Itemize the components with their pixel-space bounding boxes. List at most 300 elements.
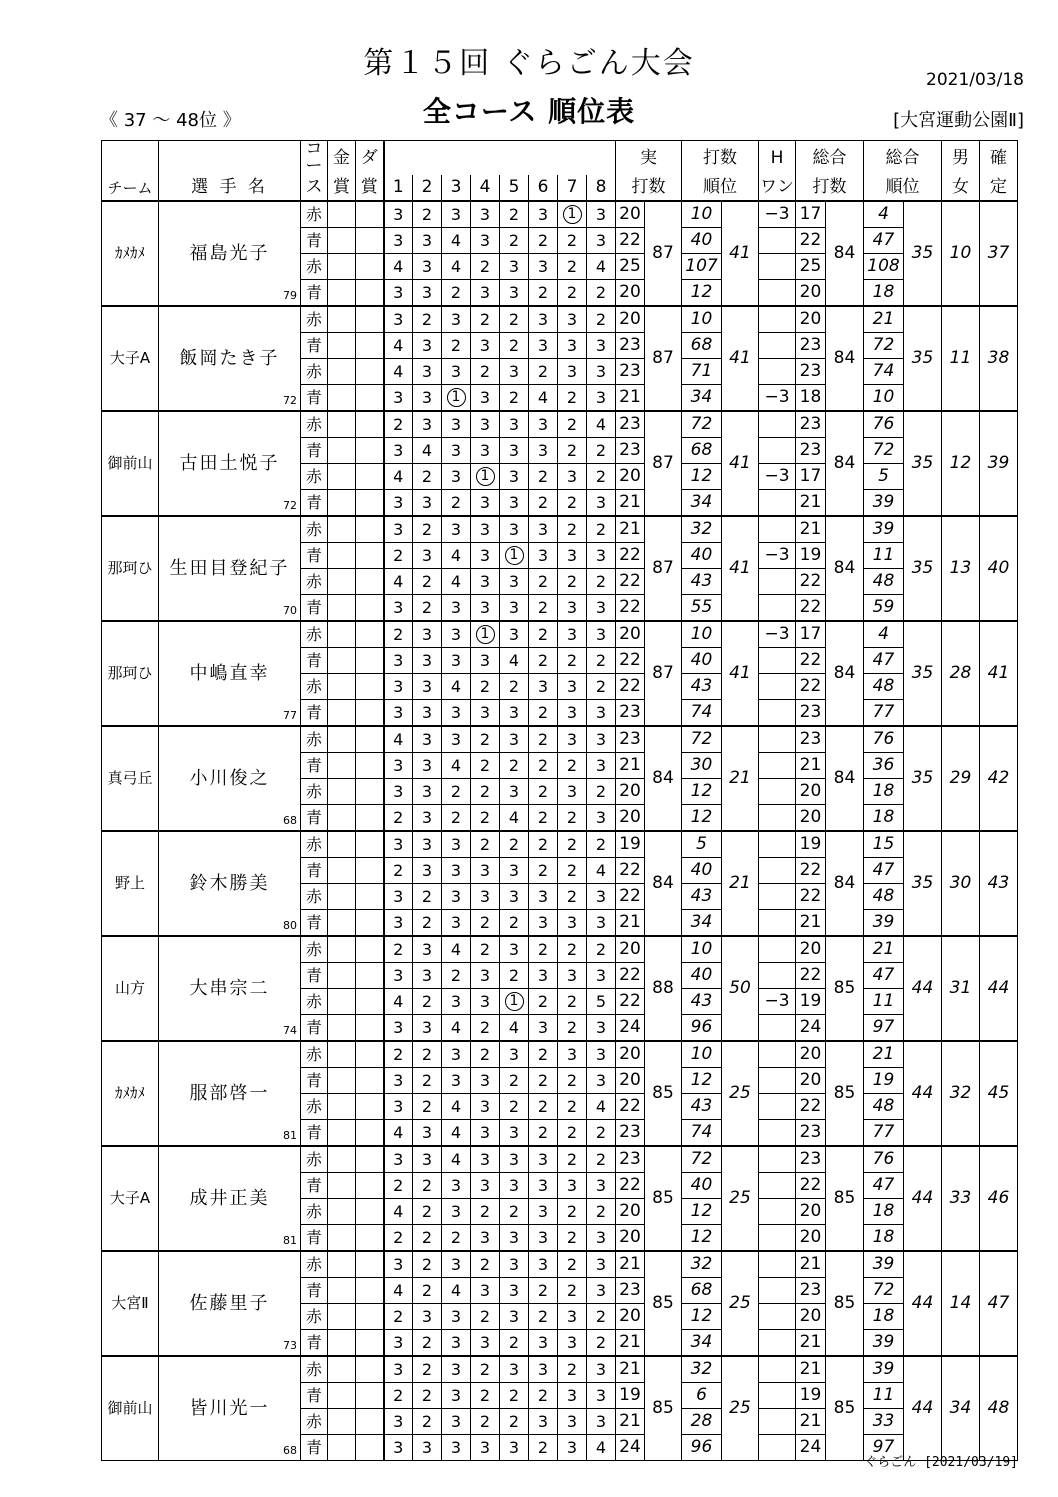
hole-value: 3 [508,1254,520,1274]
hole-score [587,1251,616,1278]
team-name: 大宮Ⅱ [102,1251,159,1356]
course-rank: 32 [682,1356,722,1383]
table-row [102,831,1018,858]
hole-value: 2 [537,571,549,591]
da-cell [356,1041,384,1068]
hole-value: 2 [537,1044,549,1064]
gold-cell [328,1120,356,1147]
hole-value: 2 [566,860,578,880]
hole-value: 2 [393,1385,404,1405]
hole-score [500,1041,529,1068]
gold-cell [328,1383,356,1409]
table-row [102,1041,1018,1068]
hole-score [384,805,413,832]
adjusted-sum: 22 [796,1094,826,1120]
hole-value: 3 [595,1175,607,1195]
hole-value: 2 [537,597,549,617]
hole-value: 3 [508,1359,520,1379]
hole-score [471,1120,500,1147]
hole-in-one-bonus [759,490,796,517]
col-overall-top: 総合 [864,141,942,176]
total-strokes: 85 [826,936,864,1041]
hole-score [471,1173,500,1199]
hole-value: 2 [421,991,433,1011]
course-rank: 6 [682,1383,722,1409]
course-rank: 40 [682,543,722,569]
player-name: 中嶋直幸 [189,662,270,684]
hole-score [558,254,587,280]
course-rank: 12 [682,805,722,832]
hole-value: 2 [479,729,491,749]
hole-value: 2 [421,1175,433,1195]
course-rank: 40 [682,858,722,884]
hole-score [529,884,558,910]
course-sum: 22 [616,569,645,595]
hole-score [413,674,442,700]
hole-value: 2 [537,834,549,854]
col-hole-7: 7 [558,175,587,201]
hole-value: 3 [537,1411,549,1431]
hole-score [500,411,529,438]
hole-score [500,936,529,963]
hole-value: 2 [508,965,520,985]
hole-value: 3 [450,519,462,539]
hole-score [558,543,587,569]
hole-value: 2 [537,650,549,670]
player-name: 福島光子 [189,242,270,264]
hole-score [413,569,442,595]
hole-value: 3 [450,1411,462,1431]
hole-value: 2 [595,1306,607,1326]
da-cell [356,1094,384,1120]
gold-cell [328,438,356,464]
player-name: 生田目登紀子 [169,557,290,579]
hole-score [384,411,413,438]
hole-score [558,1304,587,1330]
player-name: 古田土悦子 [179,452,280,474]
da-cell [356,936,384,963]
strokes-rank: 25 [722,1041,759,1146]
hole-in-one-bonus [759,1199,796,1225]
hole-value: 2 [393,624,404,644]
hole-score [558,333,587,359]
gold-cell [328,1356,356,1383]
hole-value: 3 [537,1332,549,1352]
hole-score [500,543,529,569]
hole-score [529,359,558,385]
hole-value: 2 [537,781,549,801]
course-label: 青 [301,963,328,989]
hole-value: 3 [393,282,404,302]
gold-cell [328,753,356,779]
hole-value: 2 [421,1385,433,1405]
hole-score [384,989,413,1015]
adjusted-rank: 18 [864,280,904,307]
hole-value: 3 [421,282,433,302]
hole-value: 3 [421,1017,433,1037]
hole-score [471,1199,500,1225]
hole-value: 2 [566,1149,578,1169]
hole-score [413,621,442,648]
hole-score [442,595,471,622]
hole-score [471,1409,500,1435]
hole-value: 3 [566,1437,578,1457]
da-cell [356,805,384,832]
col-hole-5: 5 [500,175,529,201]
hole-value: 2 [595,834,607,854]
hole-value: 2 [479,309,491,329]
hole-score [442,411,471,438]
hole-value: 3 [595,912,607,932]
adjusted-sum: 21 [796,910,826,937]
hole-value: 3 [421,545,433,565]
col-gold-bottom: 賞 [328,175,356,201]
hole-value: 2 [537,492,549,512]
hole-score [558,359,587,385]
hole-in-one-bonus [759,1120,796,1147]
course-label: 赤 [301,989,328,1015]
course-rank: 74 [682,1120,722,1147]
total-strokes: 84 [826,411,864,516]
hole-score [587,595,616,622]
hole-in-one-bonus [759,280,796,307]
final-rank: 39 [980,411,1018,516]
table-row [102,306,1018,333]
adjusted-sum: 19 [796,831,826,858]
hole-score [442,936,471,963]
hole-score [558,910,587,937]
hole-score [587,1146,616,1173]
course-sum: 20 [616,621,645,648]
team-name: 御前山 [102,411,159,516]
hole-score [587,333,616,359]
course-sum: 21 [616,1330,645,1357]
player-name-cell [159,516,301,621]
hole-value: 2 [421,1280,433,1300]
hole-score [471,201,500,228]
hole-value: 3 [393,781,404,801]
strokes-rank: 41 [722,201,759,306]
hole-score [384,333,413,359]
da-cell [356,516,384,543]
hole-value: 3 [450,886,462,906]
hole-score [413,1330,442,1357]
gender-rank: 32 [942,1041,980,1146]
hole-score [500,595,529,622]
hole-score [500,700,529,727]
hole-score [471,490,500,517]
adjusted-rank: 76 [864,411,904,438]
adjusted-sum: 20 [796,280,826,307]
hole-score [529,910,558,937]
hole-score [384,1435,413,1461]
hole-value: 3 [421,834,433,854]
course-label: 青 [301,385,328,412]
course-rank: 32 [682,516,722,543]
hole-value: 3 [450,834,462,854]
hole-score [558,936,587,963]
hole-value: 3 [421,1306,433,1326]
hole-in-one-bonus [759,1225,796,1252]
hole-value: 3 [595,755,607,775]
course-label: 赤 [301,1146,328,1173]
hole-value: 3 [537,1017,549,1037]
hole-score [471,648,500,674]
col-player: 選 手 名 [159,141,301,202]
hole-value: 3 [508,440,520,460]
hole-score [529,280,558,307]
hole-value: 3 [537,335,549,355]
hole-score [558,989,587,1015]
hole-value: 3 [508,729,520,749]
hole-in-one-bonus [759,753,796,779]
page-title: 第１５回 ぐらごん大会 [363,46,695,81]
player-age: 70 [283,604,297,617]
hole-value: 2 [566,414,578,434]
course-label: 青 [301,648,328,674]
hole-score [442,1041,471,1068]
table-row [102,1146,1018,1173]
rank-range: 《 37 ～ 48位 》 [100,110,241,131]
adjusted-sum: 20 [796,306,826,333]
hole-score [500,1094,529,1120]
hole-score [471,936,500,963]
player-name: 皆川光一 [189,1397,270,1419]
hole-score [558,1435,587,1461]
course-rank: 40 [682,648,722,674]
hole-value: 2 [508,1411,520,1431]
hole-value: 3 [566,702,578,722]
hole-score [587,1094,616,1120]
hole-in-one-bonus [759,831,796,858]
hole-score [500,1278,529,1304]
hole-value: 3 [479,1096,491,1116]
hole-score [384,910,413,937]
course-sum: 20 [616,1225,645,1252]
course-rank: 43 [682,1094,722,1120]
hole-value: 3 [566,1175,578,1195]
hole-score [500,779,529,805]
hole-score [471,1041,500,1068]
hole-value: 2 [508,834,520,854]
course-sum: 20 [616,779,645,805]
hole-score [558,1041,587,1068]
hole-score [529,674,558,700]
hole-value: 3 [393,1017,404,1037]
course-rank: 72 [682,1146,722,1173]
hole-score [558,595,587,622]
hole-value: 2 [566,492,578,512]
hole-score [500,569,529,595]
hole-value: 3 [508,860,520,880]
gender-rank: 12 [942,411,980,516]
course-sum: 22 [616,674,645,700]
hole-value: 2 [566,1096,578,1116]
hole-score [558,805,587,832]
hole-score [529,1015,558,1042]
hole-score [384,280,413,307]
course-sum: 22 [616,858,645,884]
hole-score [413,306,442,333]
hole-value: 3 [393,597,404,617]
da-cell [356,333,384,359]
da-cell [356,753,384,779]
da-cell [356,1199,384,1225]
col-gender-top: 男 [942,141,980,176]
hole-value: 3 [566,729,578,749]
hole-value: 3 [450,1044,462,1064]
hole-score [471,910,500,937]
team-name: 真弓丘 [102,726,159,831]
da-cell [356,1435,384,1461]
hole-value: 3 [450,860,462,880]
col-hole-6: 6 [529,175,558,201]
hole-score [558,516,587,543]
hole-value: 3 [595,886,607,906]
adjusted-sum: 23 [796,1278,826,1304]
hole-score [587,1068,616,1094]
hole-score [500,621,529,648]
hole-value: 3 [595,597,607,617]
course-label: 赤 [301,306,328,333]
team-name: 御前山 [102,1356,159,1461]
da-cell [356,280,384,307]
hole-score [587,516,616,543]
course-label: 青 [301,543,328,569]
hole-value: 3 [508,256,520,276]
table-row [102,201,1018,228]
hole-value: 3 [595,624,607,644]
hole-value: 4 [393,571,404,591]
final-rank: 41 [980,621,1018,726]
player-name-cell [159,621,301,726]
hole-score [500,1120,529,1147]
hole-score [558,1146,587,1173]
col-h-top: H [759,141,796,176]
hole-score [471,543,500,569]
table-row [102,621,1018,648]
hole-value: 2 [537,1385,549,1405]
hole-value: 3 [479,702,491,722]
hole-value: 3 [479,204,491,224]
hole-score [442,385,471,412]
gold-cell [328,910,356,937]
adjusted-sum: 23 [796,359,826,385]
hole-value: 3 [479,282,491,302]
team-name: ｶﾒｶﾒ [102,1041,159,1146]
hole-value: 4 [393,361,404,381]
course-rank: 40 [682,228,722,254]
hole-score [529,1199,558,1225]
col-da-top: ダ [356,141,384,176]
course-sum: 21 [616,516,645,543]
hole-score [442,1146,471,1173]
adjusted-sum: 22 [796,648,826,674]
hole-score [587,1278,616,1304]
da-cell [356,858,384,884]
col-final-bottom: 定 [980,175,1018,201]
col-gender-bottom: 女 [942,175,980,201]
hole-score [529,201,558,228]
hole-value: 3 [566,309,578,329]
adjusted-rank: 4 [864,201,904,228]
hole-value: 3 [537,912,549,932]
hole-value: 3 [508,939,520,959]
strokes-rank: 41 [722,621,759,726]
hole-score [413,516,442,543]
hole-score [442,543,471,569]
hole-score [529,648,558,674]
hole-score [500,1173,529,1199]
hole-score [384,1304,413,1330]
hole-score [587,543,616,569]
adjusted-rank: 76 [864,726,904,753]
hole-score [529,333,558,359]
hole-score [471,1251,500,1278]
course-label: 青 [301,280,328,307]
hole-in-one-bonus: −3 [759,385,796,412]
hole-value: 2 [479,1254,491,1274]
hole-value: 3 [566,912,578,932]
hole-value: 3 [450,729,462,749]
hole-value: 3 [508,1437,520,1457]
hole-value: 3 [393,834,404,854]
hole-score [384,1146,413,1173]
course-label: 赤 [301,569,328,595]
hole-value: 3 [421,860,433,880]
hole-score [587,805,616,832]
hole-score [529,1068,558,1094]
hole-value: 3 [393,492,404,512]
hole-score [413,1225,442,1252]
hole-value: 2 [421,519,433,539]
hole-value: 3 [508,1306,520,1326]
hole-score [471,1304,500,1330]
course-label: 青 [301,1330,328,1357]
player-name: 小川俊之 [189,767,270,789]
hole-score [529,595,558,622]
da-cell [356,569,384,595]
hole-score [529,1120,558,1147]
hole-value: 3 [393,702,404,722]
hole-value: 2 [537,1070,549,1090]
hole-in-one-bonus [759,1383,796,1409]
gold-cell [328,1015,356,1042]
hole-value: 3 [479,1332,491,1352]
hole-score [558,963,587,989]
player-age: 72 [283,499,297,512]
hole-value: 3 [450,1332,462,1352]
gold-cell [328,726,356,753]
gender-rank: 14 [942,1251,980,1356]
da-cell [356,1409,384,1435]
adjusted-rank: 18 [864,1304,904,1330]
hole-value: 2 [450,492,462,512]
hole-value: 3 [479,886,491,906]
course-label: 赤 [301,201,328,228]
hole-score [384,385,413,412]
actual-strokes: 87 [645,411,682,516]
adjusted-rank: 5 [864,464,904,490]
hole-score [413,1251,442,1278]
hole-value: 2 [393,1044,404,1064]
player-age: 80 [283,919,297,932]
da-cell [356,359,384,385]
hole-value: 3 [566,676,578,696]
hole-in-one-bonus [759,1409,796,1435]
gender-rank: 30 [942,831,980,936]
hole-score [587,385,616,412]
